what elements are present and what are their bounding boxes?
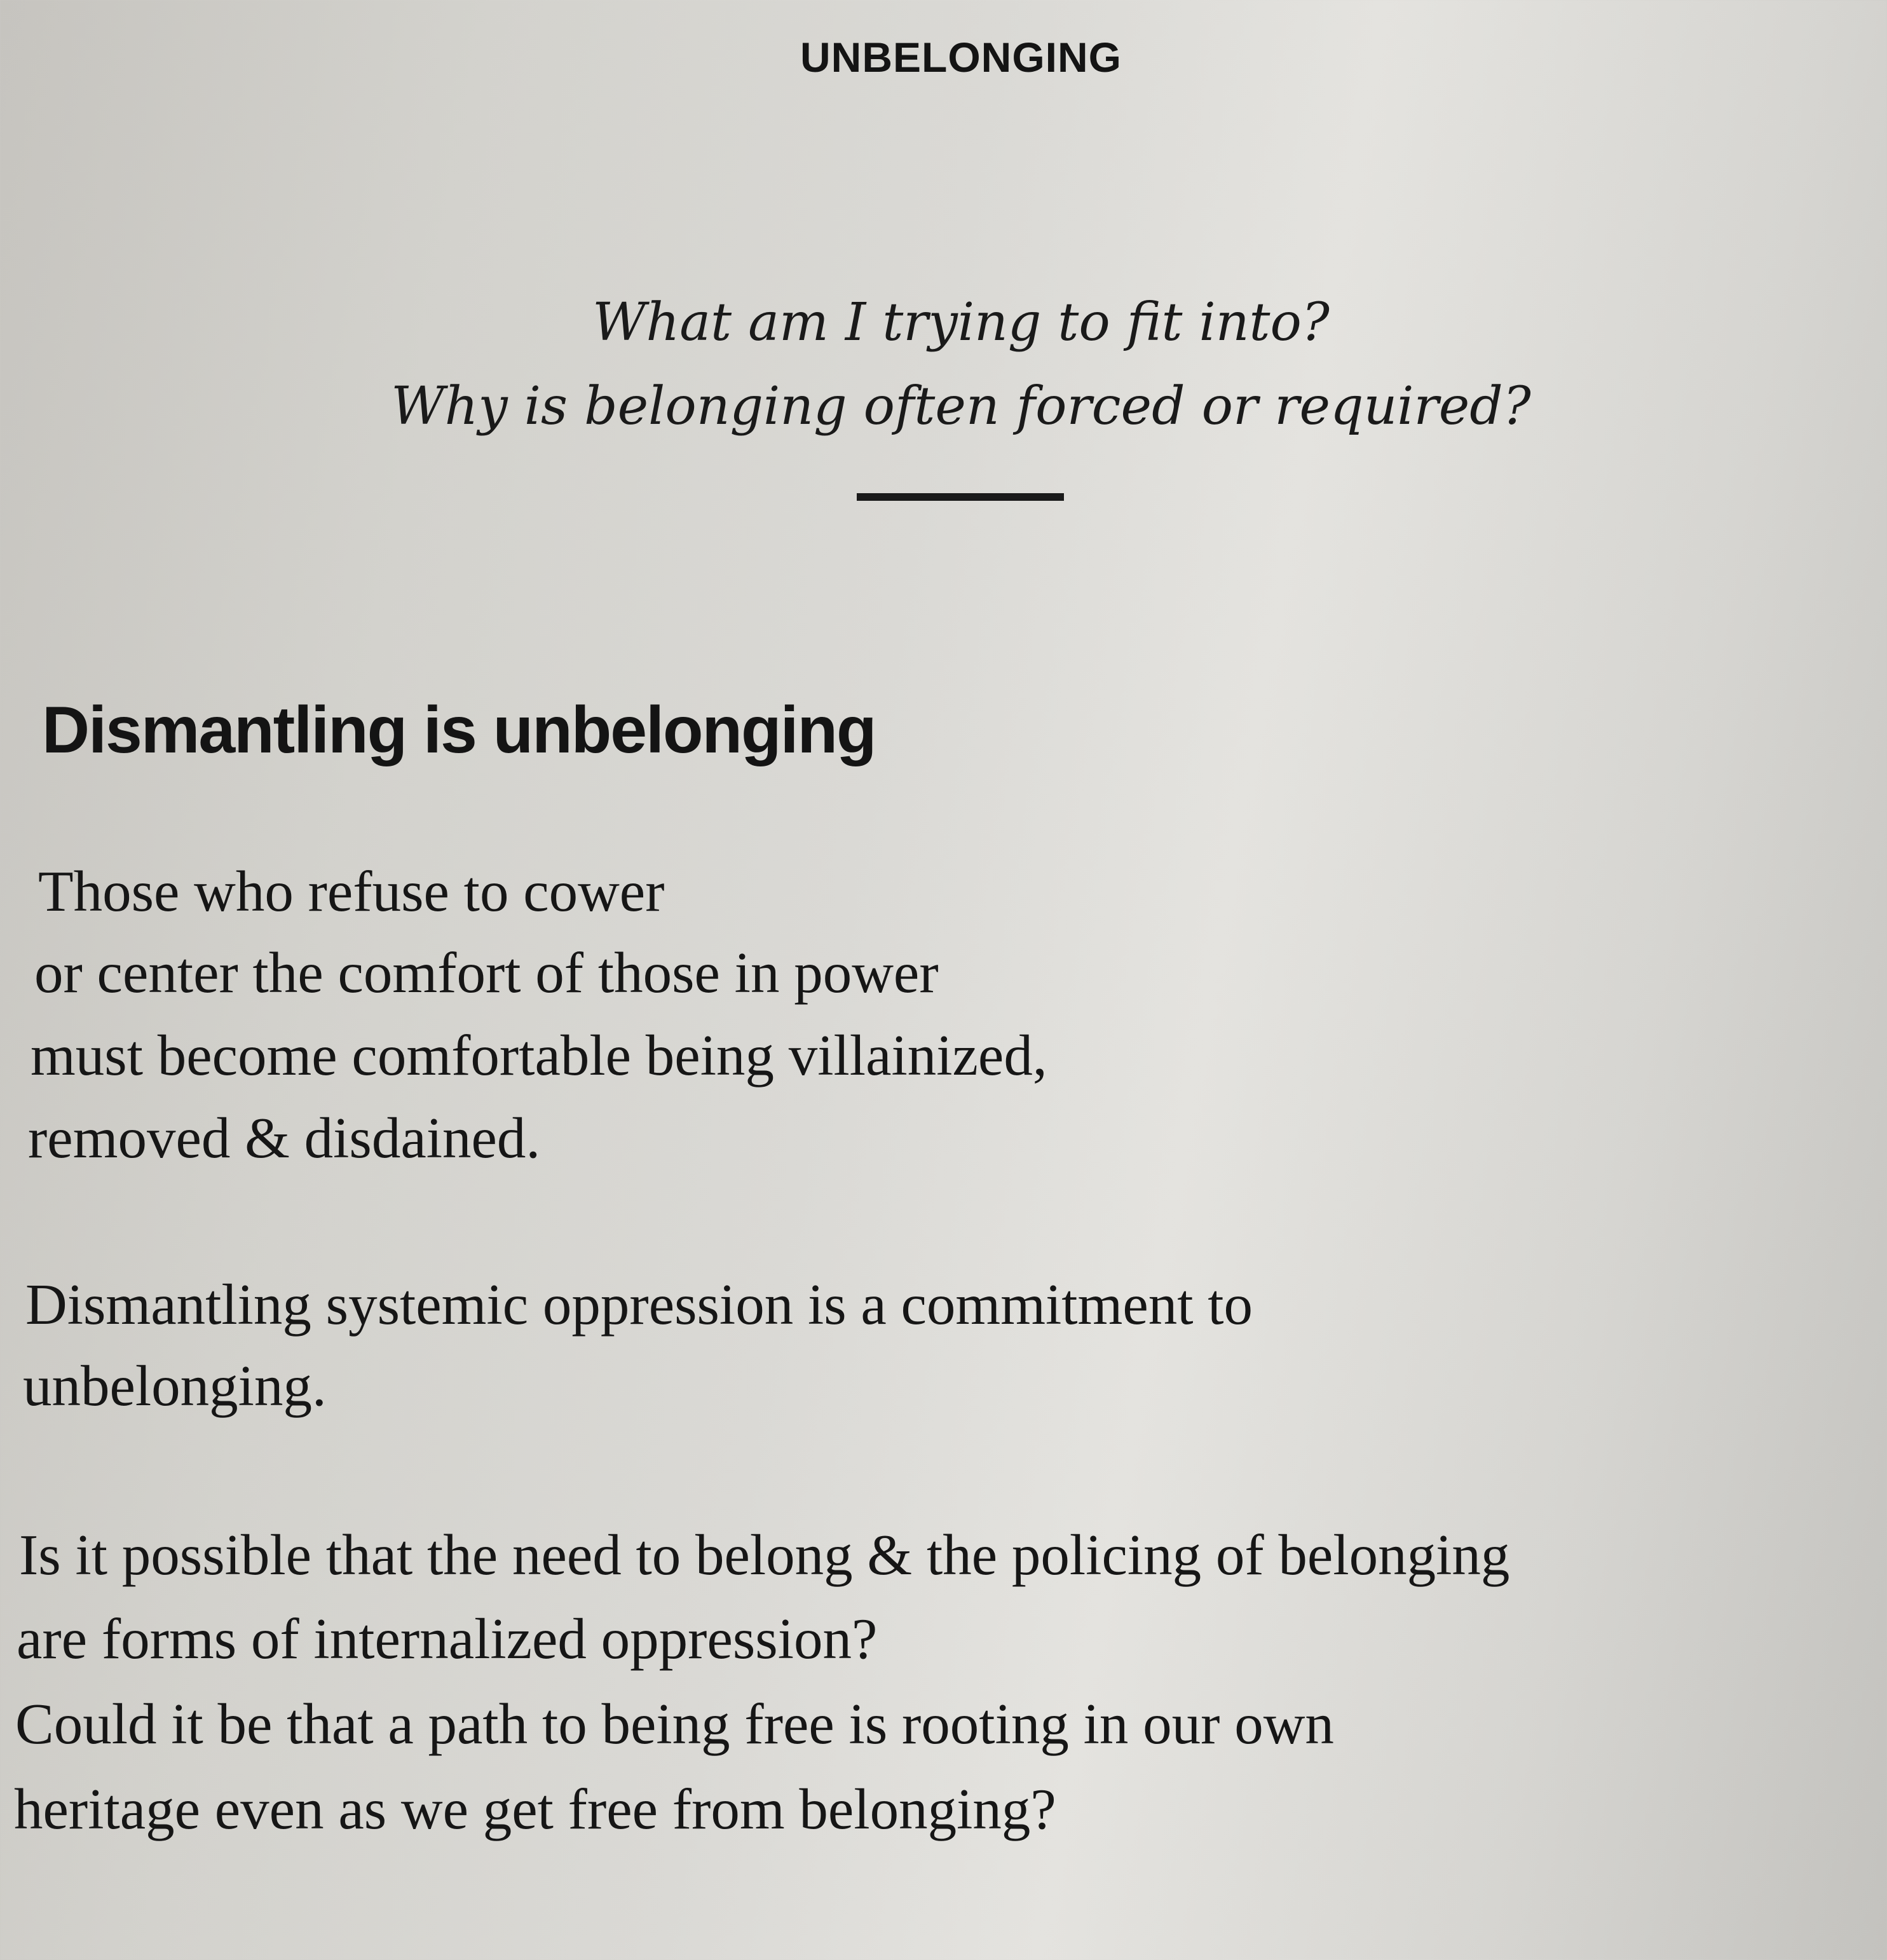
stanza-1-line: must become comfortable being villainized, [31,1023,1047,1087]
stanza-3-line: Could it be that a path to being free is rooting in our own [15,1692,1334,1756]
running-head: UNBELONGING [800,34,1122,81]
stanza-2-line: unbelonging. [23,1354,327,1418]
stanza-3-line: Is it possible that the need to belong & the policing of belonging [19,1523,1510,1587]
stanza-3-line: heritage even as we get free from belonging? [14,1777,1056,1841]
stanza-1-line: Those who refuse to cower [38,859,665,923]
epigraph-line: Why is belonging often forced or required? [391,376,1531,437]
stanza-2-line: Dismantling systemic oppression is a commitment to [25,1272,1253,1337]
epigraph-line: What am I trying to fit into? [592,292,1330,353]
section-divider [857,493,1064,501]
stanza-1-line: removed & disdained. [28,1106,541,1170]
stanza-1-line: or center the comfort of those in power [34,941,939,1005]
section-heading: Dismantling is unbelonging [42,693,876,767]
stanza-3-line: are forms of internalized oppression? [17,1607,878,1671]
